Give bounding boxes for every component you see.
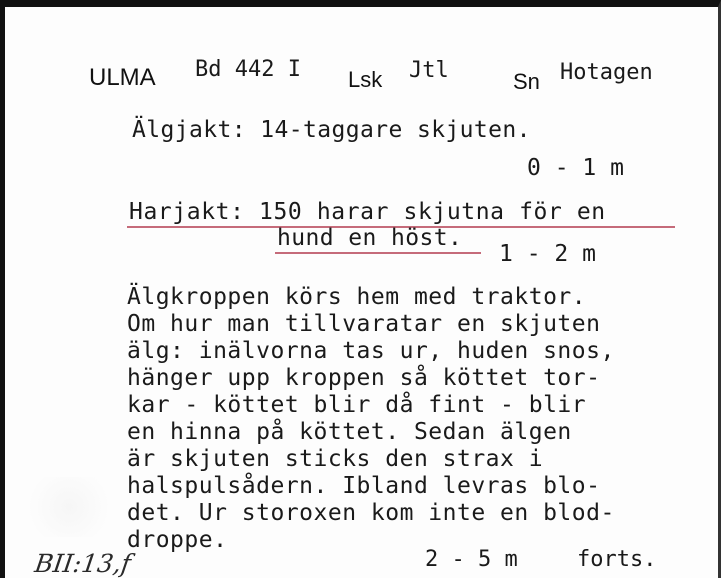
archive-name: ULMA xyxy=(89,64,156,91)
body-line: älg: inälvorna tas ur, huden snos, xyxy=(127,338,615,364)
continued-label: forts. xyxy=(577,547,657,572)
faint-stamp xyxy=(19,477,119,537)
hare-hunt-entry-line2: hund en höst. xyxy=(277,225,463,251)
county-value: Jtl xyxy=(409,58,449,83)
body-line: Älgkroppen körs hem med traktor. xyxy=(127,284,587,310)
body-line: halspulsådern. Ibland levras blo- xyxy=(127,473,601,499)
hare-hunt-underline-2 xyxy=(275,252,481,254)
body-line: droppe. xyxy=(127,527,228,553)
depth-marker-3: 2 - 5 m xyxy=(425,547,518,572)
depth-marker-1: 0 - 1 m xyxy=(527,155,624,181)
moose-hunt-entry: Älgjakt: 14-taggare skjuten. xyxy=(132,117,531,143)
body-line: kar - köttet blir då fint - blir xyxy=(127,392,587,418)
body-line: Om hur man tillvaratar en skjuten xyxy=(127,311,601,337)
parish-value: Hotagen xyxy=(560,60,653,85)
county-label: Lsk xyxy=(348,67,383,92)
body-text xyxy=(127,284,615,554)
parish-label: Sn xyxy=(513,69,540,94)
body-line: hänger upp kroppen så köttet tor- xyxy=(127,365,601,391)
body-line: det. Ur storoxen kom inte en blod- xyxy=(127,500,615,526)
volume-number: Bd 442 I xyxy=(195,57,301,82)
body-line: en hinna på köttet. Sedan älgen xyxy=(127,419,572,445)
depth-marker-2: 1 - 2 m xyxy=(499,241,596,267)
handwritten-archive-code: BII:13,f xyxy=(32,549,133,578)
body-line: är skjuten sticks den strax i xyxy=(127,446,544,472)
hare-hunt-entry-line1: Harjakt: 150 harar skjutna för en xyxy=(129,199,606,225)
